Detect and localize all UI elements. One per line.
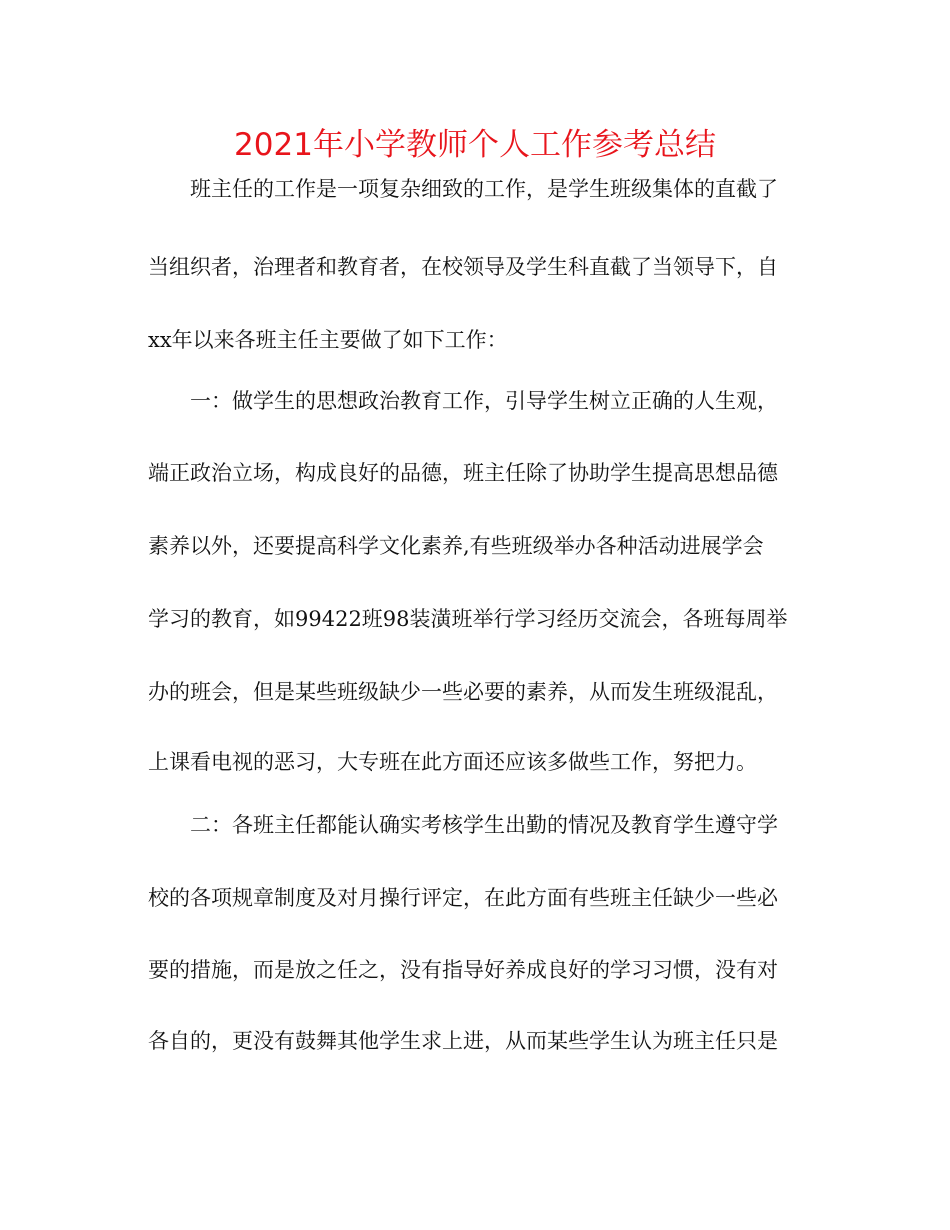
paragraph-line: 班主任的工作是一项复杂细致的工作，是学生班级集体的直截了 — [190, 177, 778, 201]
paragraph-line: 二：各班主任都能认确实考核学生出勤的情况及教育学生遵守学 — [190, 813, 778, 837]
paragraph-line: 各自的，更没有鼓舞其他学生求上进，从而某些学生认为班主任只是 — [148, 1029, 778, 1053]
paragraph-line: 一：做学生的思想政治教育工作，引导学生树立正确的人生观， — [190, 389, 778, 413]
document-title: 2021年小学教师个人工作参考总结 — [234, 127, 716, 163]
paragraph-line: 当组织者，治理者和教育者，在校领导及学生科直截了当领导下，自 — [148, 255, 778, 279]
paragraph-line: 学习的教育，如99422班98装潢班举行学习经历交流会，各班每周举 — [148, 607, 788, 631]
paragraph-line: 办的班会，但是某些班级缺少一些必要的素养，从而发生班级混乱， — [148, 680, 778, 704]
paragraph-line: 校的各项规章制度及对月操行评定，在此方面有些班主任缺少一些必 — [148, 886, 778, 910]
paragraph-line: 上课看电视的恶习，大专班在此方面还应该多做些工作，努把力。 — [148, 750, 757, 774]
paragraph-line: 要的措施，而是放之任之，没有指导好养成良好的学习习惯，没有对 — [148, 958, 778, 982]
paragraph-line: xx年以来各班主任主要做了如下工作： — [148, 328, 508, 352]
paragraph-line: 素养以外，还要提高科学文化素养,有些班级举办各种活动进展学会 — [148, 534, 764, 558]
paragraph-line: 端正政治立场，构成良好的品德，班主任除了协助学生提高思想品德 — [148, 461, 778, 485]
